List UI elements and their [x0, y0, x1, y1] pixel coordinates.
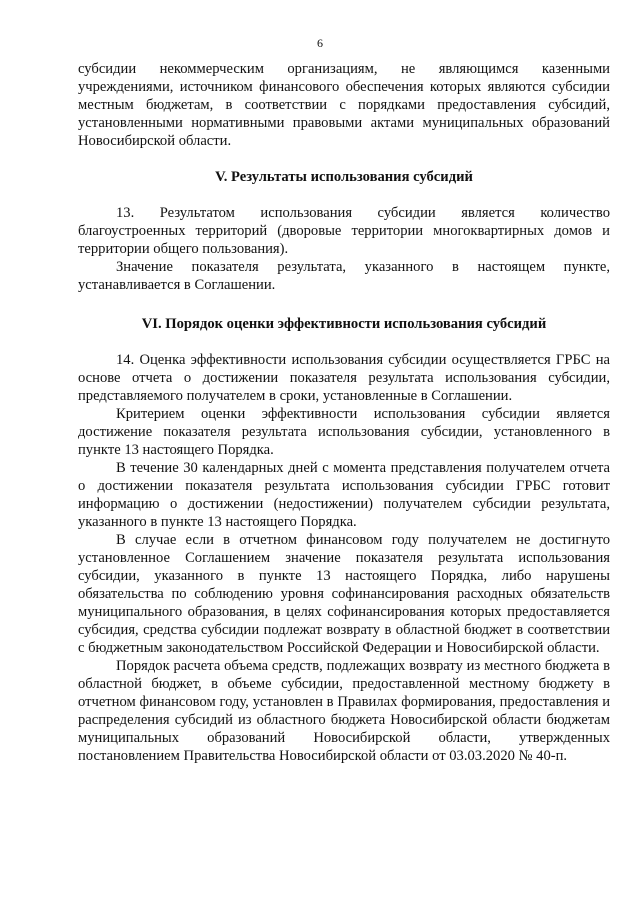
section-6-paragraph: 14. Оценка эффективности использования субсидии осуществляется ГРБС на основе отчета о достижении показателя результата использования субсидии, представляемого получателем в сроки, установленные в Соглашении. [78, 352, 610, 404]
section-6-paragraph: В течение 30 календарных дней с момента представления получателем отчета о достижении показателя результата использования субсидии ГРБС готовит информацию о достижении (недостижении) получателем субсидии результата, указанного в пункте 13 настоящего Порядка. [78, 460, 610, 530]
section-6-paragraph: В случае если в отчетном финансовом году получателем не достигнуто установленное Соглашением значение показателя результата использования субсидии, указанного в пункте 13 настоящего Порядка, либо нарушены обязательства по соблюдению уровня софинансирования расходных обязательств муниципального образования, в целях софинансирования которых предоставляется субсидия, средства субсидии подлежат возврату в областной бюджет в соответствии с бюджетным законодательством Российской Федерации и Новосибирской области. [78, 532, 610, 656]
intro-paragraph: субсидии некоммерческим организациям, не являющимся казенными учреждениями, источником финансового обеспечения которых являются субсидии местным бюджетам, в соответствии с порядками предоставления субсидий, установленными нормативными правовыми актами муниципальных образований Новосибирской области. [78, 61, 610, 149]
document-body [78, 60, 610, 765]
section-6-paragraph: Критерием оценки эффективности использования субсидии является достижение показателя результата использования субсидии, установленного в пункте 13 настоящего Порядка. [78, 406, 610, 458]
section-5-heading: V. Результаты использования субсидий [215, 169, 473, 185]
page-number: 6 [317, 36, 323, 50]
section-6-heading: VI. Порядок оценки эффективности использования субсидий [141, 316, 547, 332]
section-5-paragraph: Значение показателя результата, указанного в настоящем пункте, устанавливается в Соглашении. [78, 259, 610, 293]
section-6-paragraph: Порядок расчета объема средств, подлежащих возврату из местного бюджета в областной бюджет, в объеме субсидии, предоставленной местному бюджету в отчетном финансовом году, установлен в Правилах формирования, предоставления и распределения субсидий из областного бюджета Новосибирской области бюджетам муниципальных образований Новосибирской области, утвержденных постановлением Правительства Новосибирской области от 03.03.2020 № 40-п. [78, 658, 610, 764]
section-5-paragraph: 13. Результатом использования субсидии является количество благоустроенных территорий (дворовые территории многоквартирных домов и территории общего пользования). [78, 205, 610, 257]
